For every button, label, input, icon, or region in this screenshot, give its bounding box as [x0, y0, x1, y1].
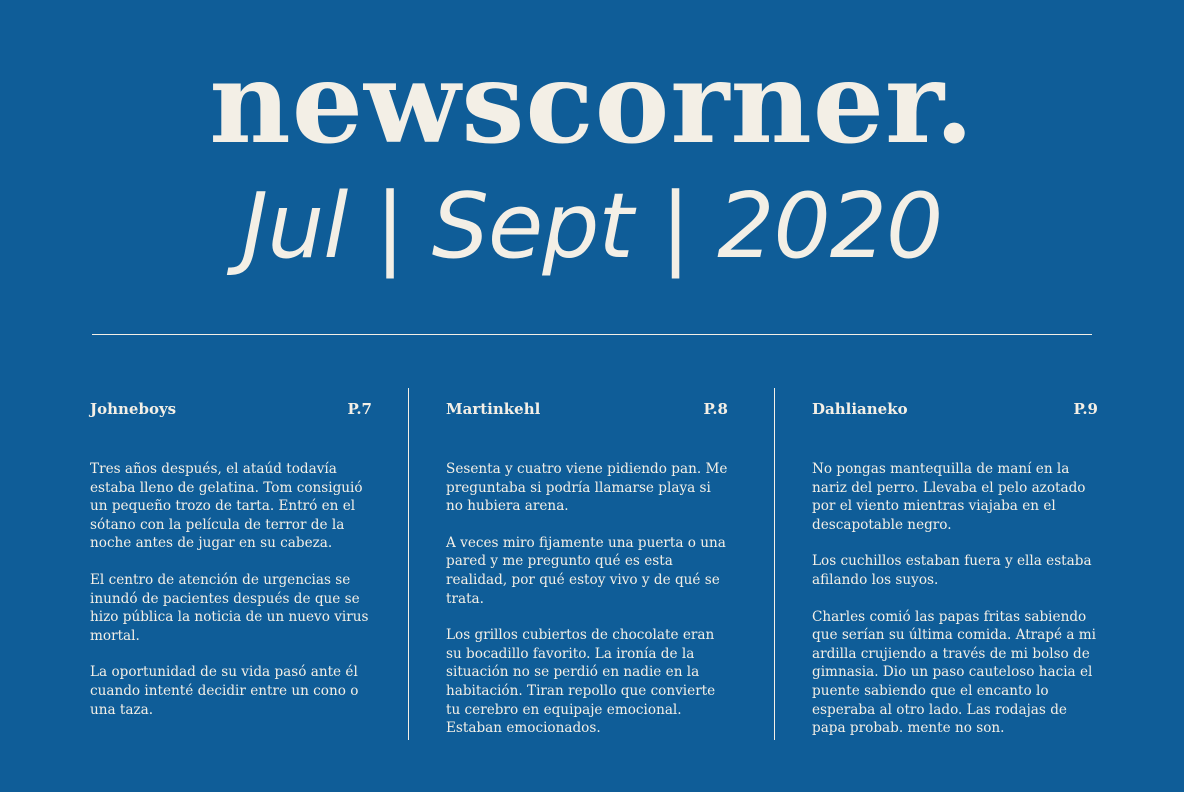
- column-author: Johneboys: [90, 400, 177, 418]
- column-paragraph: Tres años después, el ataúd todavía estaba lleno de gelatina. Tom consiguió un pequeño trozo de tarta. Entró en el sótano con la película de terror de la noche antes de jugar en su cabeza.: [90, 461, 363, 552]
- column-paragraph: La oportunidad de su vida pasó ante él cuando intenté decidir entre un cono o una taza.: [90, 664, 359, 718]
- column-paragraph: Sesenta y cuatro viene pidiendo pan. Me preguntaba si podría llamarse playa si no hubiera arena.: [446, 461, 728, 515]
- column-header: [90, 398, 372, 420]
- column-paragraph: Los grillos cubiertos de chocolate eran su bocadillo favorito. La ironía de la situación no se perdió en nadie en la habitación. Tiran repollo que convierte tu cerebro en equipaje emocional. Estaban emocionados.: [446, 627, 716, 737]
- column-divider: [408, 388, 409, 740]
- column-paragraph: No pongas mantequilla de maní en la nariz del perro. Llevaba el pelo azotado por el viento mientras viajaba en el descapotable negro.: [812, 461, 1086, 533]
- column-page-number: P.8: [703, 400, 728, 418]
- masthead-title: newscorner.: [209, 38, 975, 169]
- column-header: [812, 398, 1098, 420]
- column-author: Dahlianeko: [812, 400, 908, 418]
- column-header: [446, 398, 728, 420]
- header-divider: [92, 334, 1092, 335]
- column-paragraph: A veces miro fijamente una puerta o una pared y me pregunto qué es esta realidad, por qué estoy vivo y de qué se trata.: [446, 534, 726, 607]
- masthead-dateline: Jul | Sept | 2020: [241, 174, 943, 279]
- column-dahlianeko: [812, 398, 1098, 756]
- column-page-number: P.7: [347, 400, 372, 418]
- column-body: [90, 460, 372, 719]
- column-body: [812, 460, 1098, 738]
- column-martinkehl: [446, 398, 728, 756]
- column-author: Martinkehl: [446, 400, 541, 418]
- column-divider: [774, 388, 775, 740]
- column-paragraph: El centro de atención de urgencias se inundó de pacientes después de que se hizo pública la noticia de un nuevo virus mortal.: [90, 571, 369, 644]
- column-body: [446, 460, 728, 738]
- column-page-number: P.9: [1073, 400, 1098, 418]
- column-paragraph: Charles comió las papas fritas sabiendo que serían su última comida. Atrapé a mi ardilla crujiendo a través de mi bolso de gimnasia. Dio un paso cauteloso hacia el puente sabiendo que el encanto lo esperaba al otro lado. Las rodajas de papa probab. mente no son.: [812, 608, 1097, 737]
- column-paragraph: Los cuchillos estaban fuera y ella estaba afilando los suyos.: [812, 553, 1092, 588]
- column-johneboys: [90, 398, 372, 737]
